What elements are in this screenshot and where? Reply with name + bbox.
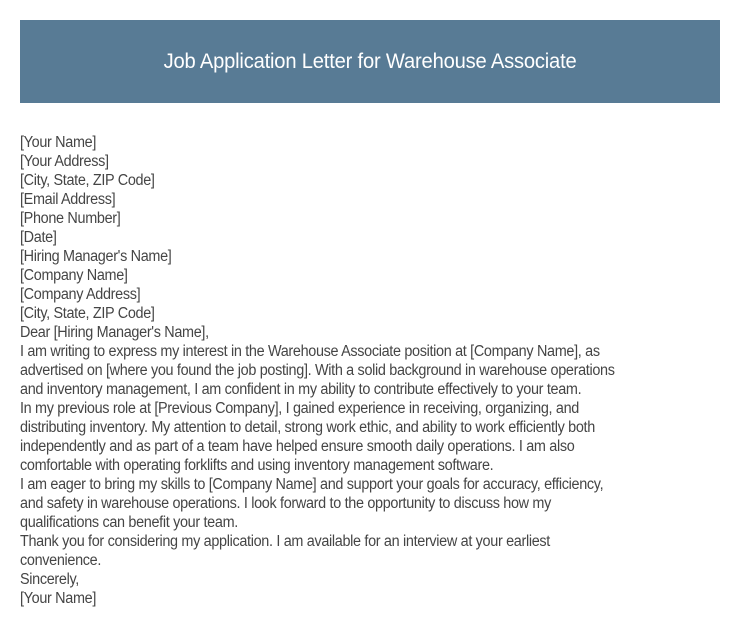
signature: [Your Name] xyxy=(20,590,97,607)
sender-email: [Email Address] xyxy=(20,191,116,208)
recipient-company-address: [Company Address] xyxy=(20,286,141,303)
letter-date: [Date] xyxy=(20,229,57,246)
salutation: Dear [Hiring Manager's Name], xyxy=(20,324,209,341)
closing: Sincerely, xyxy=(20,571,79,588)
paragraph-line: I am eager to bring my skills to [Company Name] and support your goals for accuracy, efficiency, xyxy=(20,476,604,493)
paragraph-goals xyxy=(20,475,690,532)
paragraph-intro xyxy=(20,342,690,399)
letter-body xyxy=(20,133,690,608)
paragraph-line: qualifications can benefit your team. xyxy=(20,514,238,531)
recipient-hiring-manager: [Hiring Manager's Name] xyxy=(20,248,172,265)
paragraph-line: In my previous role at [Previous Company], I gained experience in receiving, organizing, and xyxy=(20,400,579,417)
paragraph-thanks xyxy=(20,532,690,570)
sender-phone: [Phone Number] xyxy=(20,210,121,227)
paragraph-line: comfortable with operating forklifts and using inventory management software. xyxy=(20,457,494,474)
paragraph-line: convenience. xyxy=(20,552,102,569)
paragraph-line: and safety in warehouse operations. I look forward to the opportunity to discuss how my xyxy=(20,495,551,512)
page-title: Job Application Letter for Warehouse Associate xyxy=(163,49,577,73)
paragraph-line: and inventory management, I am confident in my ability to contribute effectively to your team. xyxy=(20,381,582,398)
sender-block xyxy=(20,133,690,247)
paragraph-experience xyxy=(20,399,690,475)
paragraph-line: distributing inventory. My attention to detail, strong work ethic, and ability to work efficiently both xyxy=(20,419,595,436)
paragraph-line: independently and as part of a team have helped ensure smooth daily operations. I am also xyxy=(20,438,575,455)
sender-city-state-zip: [City, State, ZIP Code] xyxy=(20,172,155,189)
paragraph-line: I am writing to express my interest in the Warehouse Associate position at [Company Name], as xyxy=(20,343,600,360)
paragraph-line: advertised on [where you found the job posting]. With a solid background in warehouse operations xyxy=(20,362,615,379)
recipient-city-state-zip: [City, State, ZIP Code] xyxy=(20,305,155,322)
sender-name: [Your Name] xyxy=(20,134,97,151)
recipient-company-name: [Company Name] xyxy=(20,267,128,284)
sender-address: [Your Address] xyxy=(20,153,109,170)
recipient-block xyxy=(20,247,690,323)
paragraph-line: Thank you for considering my application. I am available for an interview at your earliest xyxy=(20,533,550,550)
title-banner xyxy=(20,20,720,103)
